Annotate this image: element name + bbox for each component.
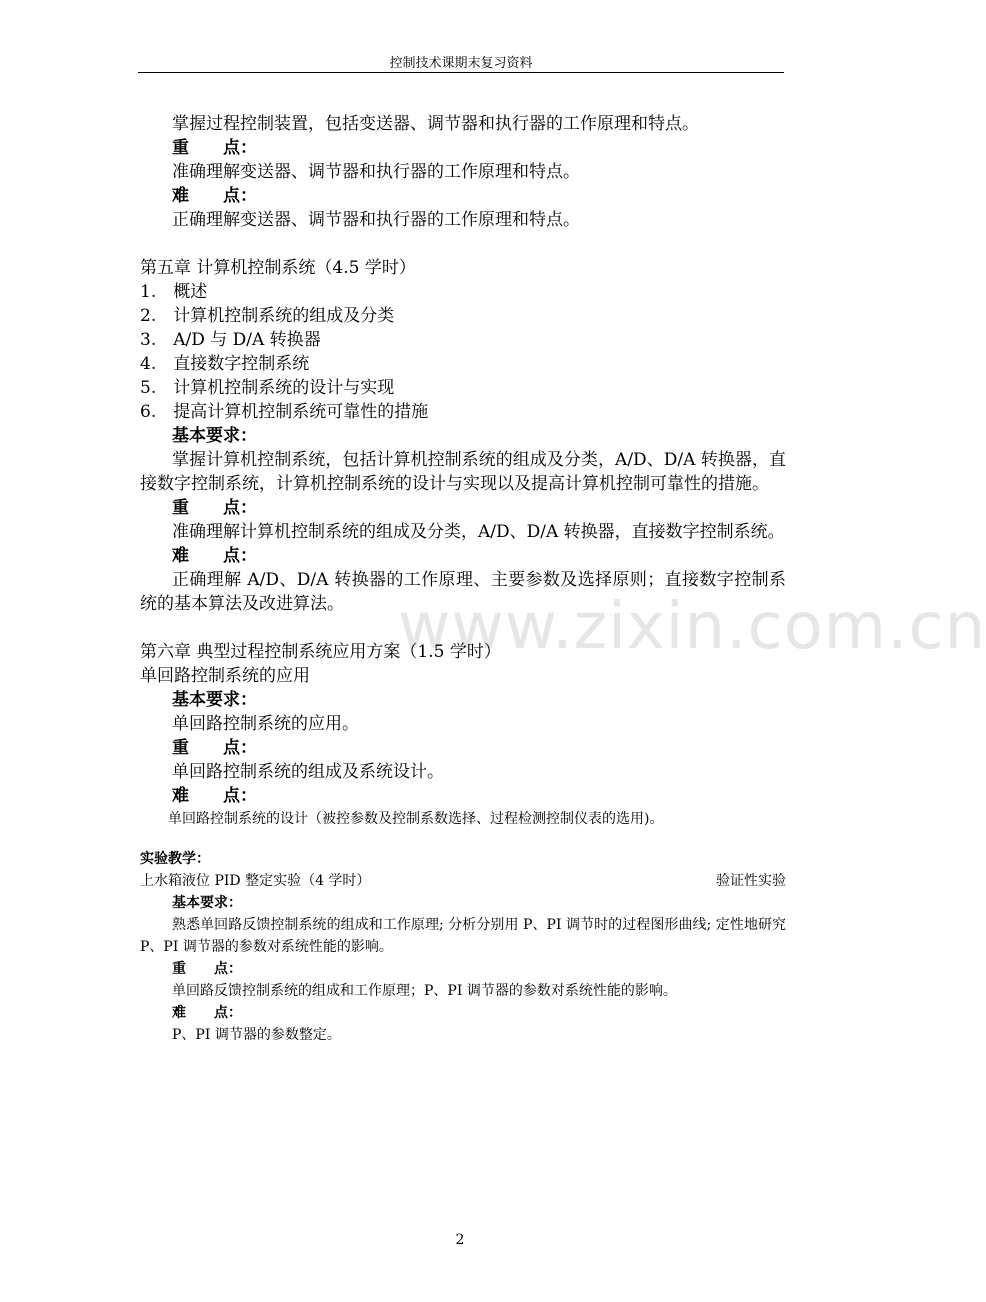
key-points-label: 重 点： (172, 738, 257, 758)
difficulties-text: P、PI 调节器的参数整定。 (172, 1027, 341, 1043)
key-points-text: 单回路控制系统的组成及系统设计。 (172, 762, 444, 782)
experiment-name: 上水箱液位 PID 整定实验（4 学时） (140, 873, 371, 889)
requirements-text: 单回路控制系统的应用。 (172, 714, 359, 734)
chapter5-item: 6. 提高计算机控制系统可靠性的措施 (140, 402, 429, 422)
key-points-label: 重 点： (172, 961, 242, 977)
header-rule (138, 72, 784, 73)
difficulties-text: 正确理解变送器、调节器和执行器的工作原理和特点。 (172, 210, 580, 230)
page-header: 控制技术课期末复习资料 (389, 56, 533, 71)
key-points-label: 重 点： (172, 138, 257, 158)
chapter5-item: 5. 计算机控制系统的设计与实现 (140, 378, 395, 398)
difficulties-text: 正确理解 A/D、D/A 转换器的工作原理、主要参数及选择原则；直接数字控制系统的基本算法及改进算法。 (140, 570, 786, 614)
requirements-label: 基本要求： (172, 690, 257, 710)
chapter5-item: 4. 直接数字控制系统 (140, 354, 310, 374)
difficulties-label: 难 点： (172, 786, 257, 806)
chapter5-title: 第五章 计算机控制系统（4.5 学时） (140, 258, 416, 278)
key-points-text: 单回路反馈控制系统的组成和工作原理；P、PI 调节器的参数对系统性能的影响。 (172, 983, 677, 999)
key-points-text: 准确理解变送器、调节器和执行器的工作原理和特点。 (172, 162, 580, 182)
chapter5-item: 2. 计算机控制系统的组成及分类 (140, 306, 395, 326)
chapter6-title: 第六章 典型过程控制系统应用方案（1.5 学时） (140, 642, 501, 662)
requirements-label: 基本要求： (172, 895, 242, 911)
requirements-text: 掌握计算机控制系统，包括计算机控制系统的组成及分类，A/D、D/A 转换器，直接数字控制系统，计算机控制系统的设计与实现以及提高计算机控制可靠性的措施。 (140, 450, 786, 494)
requirements-label: 基本要求： (172, 426, 257, 446)
difficulties-label: 难 点： (172, 1005, 242, 1021)
watermark: www.zixin.com.cn (398, 590, 986, 664)
intro-text: 掌握过程控制装置，包括变送器、调节器和执行器的工作原理和特点。 (172, 114, 699, 134)
document-body (140, 112, 786, 1046)
difficulties-label: 难 点： (172, 546, 257, 566)
experiment-row (140, 870, 786, 892)
chapter6-subtitle: 单回路控制系统的应用 (140, 666, 310, 686)
experiment-type: 验证性实验 (716, 873, 786, 889)
chapter5-item: 3. A/D 与 D/A 转换器 (140, 330, 321, 350)
key-points-label: 重 点： (172, 498, 257, 518)
difficulties-label: 难 点： (172, 186, 257, 206)
difficulties-text: 单回路控制系统的设计（被控参数及控制系数选择、过程检测控制仪表的选用)。 (168, 811, 664, 827)
chapter5-item: 1. 概述 (140, 282, 208, 302)
key-points-text: 准确理解计算机控制系统的组成及分类，A/D、D/A 转换器，直接数字控制系统。 (172, 522, 785, 542)
page-number: 2 (455, 1232, 465, 1248)
experiment-title: 实验教学： (140, 851, 210, 867)
requirements-text: 熟悉单回路反馈控制系统的组成和工作原理; 分析分别用 P、PI 调节时的过程图形曲线; 定性地研究 P、PI 调节器的参数对系统性能的影响。 (140, 917, 786, 955)
